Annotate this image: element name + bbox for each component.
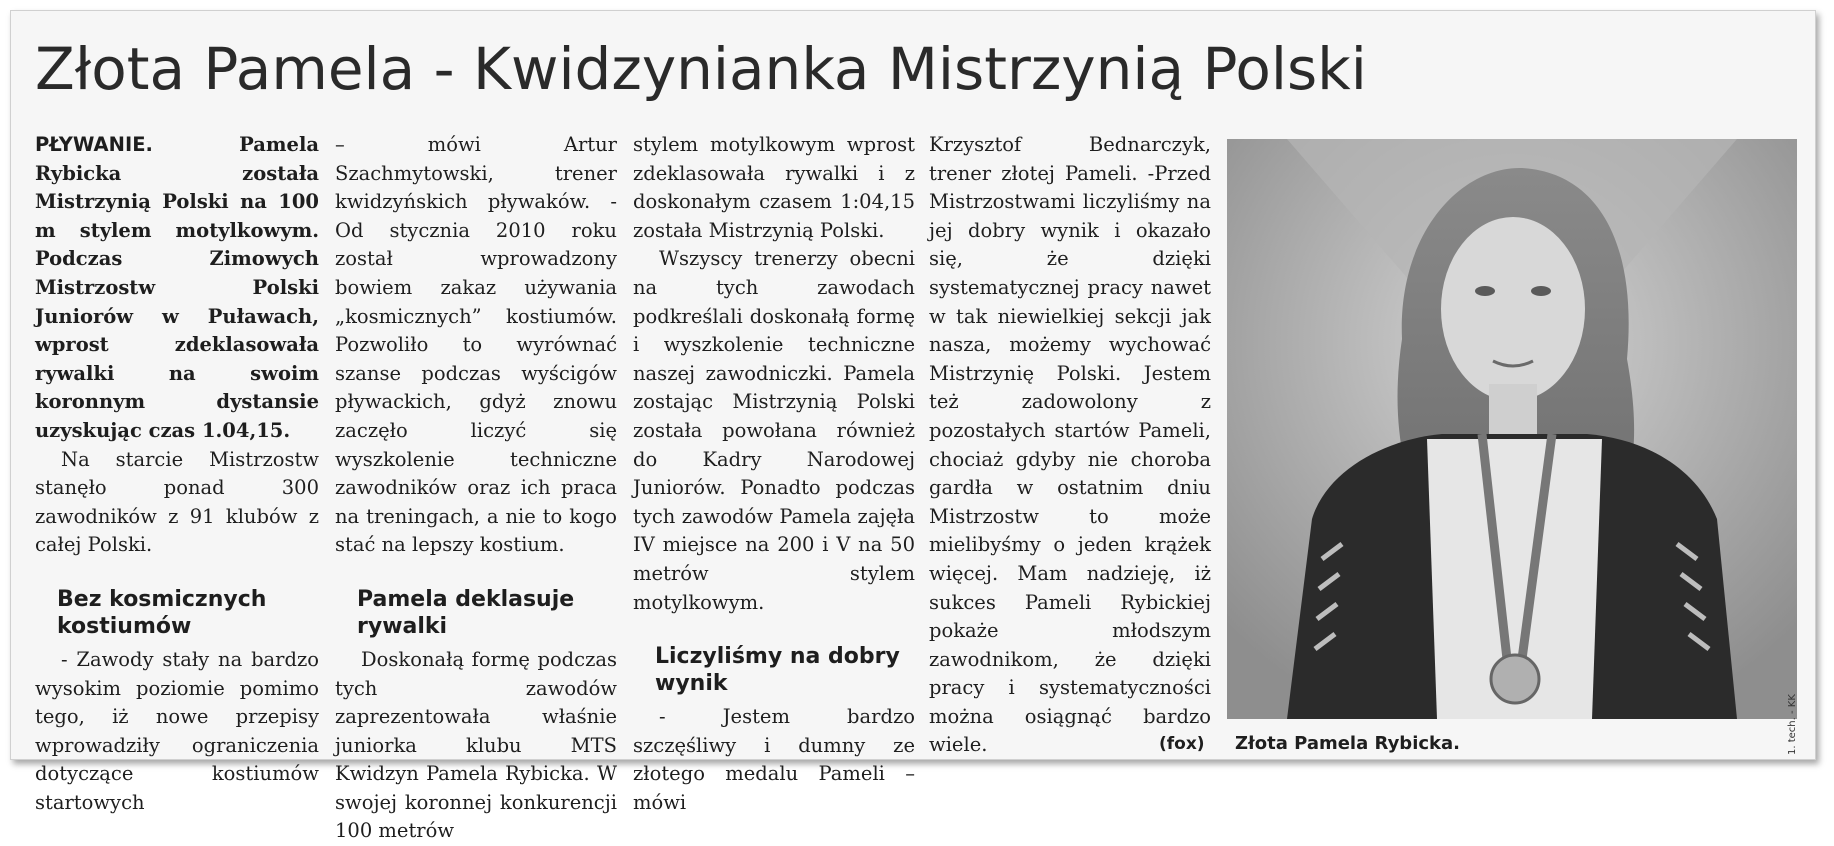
column-3: [633, 131, 915, 814]
column-1: [35, 131, 319, 814]
body-paragraph-2: - Zawody stały na bardzo wysokim poziomie pomimo tego, iż nowe przepisy wprowadziły ograniczenia dotyczące kostiumów startowych: [35, 647, 319, 814]
athlete-photo: [1227, 139, 1797, 719]
side-credit: 1. tech. - KK: [1787, 694, 1798, 755]
lead-paragraph: [35, 131, 319, 446]
photo-caption: Złota Pamela Rybicka.: [1235, 733, 1460, 754]
body-paragraph-8: Krzysztof Bednarczyk, trener złotej Pameli. -Przed Mistrzostwami liczyliśmy na jej dobry wynik i okazało się, że dzięki systematycznej pracy nawet w tak niewielkiej sekcji jak nasza, możemy wychować Mistrzynię Polski. Jestem też zadowolony z pozostałych startów Pameli, chociaż gdyby nie choroba gardła w ostatnim dniu Mistrzostw to może mielibyśmy o jeden krążek więcej. Mam nadzieję, iż sukces Pameli Rybickiej pokaże młodszym zawodnikom, że dzięki pracy i systematyczności można osiągnąć bardzo wiele.: [929, 133, 1211, 757]
body-paragraph-5: stylem motylkowym wprost zdeklasowała rywalki i z doskonałym czasem 1:04,15 została Mistrzynią Polski.: [633, 133, 915, 242]
subheading-3: Liczyliśmy na dobry wynik: [655, 644, 900, 697]
subheading-1: Bez kosmicznych kostiumów: [57, 586, 267, 639]
newspaper-clipping: [10, 10, 1816, 843]
column-2: [335, 131, 617, 843]
lead-text: Pamela Rybicka została Mistrzynią Polski na 100 m stylem motylkowym. Podczas Zimowych Mistrzostw Polski Juniorów w Puławach, wprost zdeklasowała rywalki na swoim koronnym dystansie uzyskując czas 1.04,15.: [35, 133, 319, 442]
photo-illustration: [1227, 139, 1797, 719]
body-paragraph-6: Wszyscy trenerzy obecni na tych zawodach podkreślali doskonałą formę i wyszkolenie techniczne naszej zawodniczki. Pamela zostając Mistrzynią Polski została powołana również do Kadry Narodowej Juniorów. Ponadto podczas tych zawodów Pamela zajęła IV miejsce na 200 i V na 50 metrów stylem motylkowym.: [633, 247, 915, 614]
body-paragraph-4: Doskonałą formę podczas tych zawodów zaprezentowała właśnie juniorka klubu MTS Kwidzyn Pamela Rybicka. W swojej koronnej konkurencji 100 metrów: [335, 647, 617, 843]
subheading-2: Pamela deklasuje rywalki: [357, 586, 575, 639]
body-paragraph-3: – mówi Artur Szachmytowski, trener kwidzyńskich pływaków. - Od stycznia 2010 roku został wprowadzony bowiem zakaz używania „kosmicznych” kostiumów. Pozwoliło to wyrównać szanse podczas wyścigów pływackich, gdyż znowu zaczęło liczyć się wyszkolenie techniczne zawodników oraz ich praca na treningach, a nie to kogo stać na lepszy kostium.: [335, 133, 617, 557]
author-signature: (fox): [1159, 734, 1205, 754]
body-paragraph-7: - Jestem bardzo szczęśliwy i dumny ze złotego medalu Pameli – mówi: [633, 705, 915, 814]
body-paragraph-1: Na starcie Mistrzostw stanęło ponad 300 zawodników z 91 klubów z całej Polski.: [35, 447, 319, 557]
kicker: PŁYWANIE.: [35, 133, 153, 156]
headline: Złota Pamela - Kwidzynianka Mistrzynią Polski: [35, 35, 1367, 103]
